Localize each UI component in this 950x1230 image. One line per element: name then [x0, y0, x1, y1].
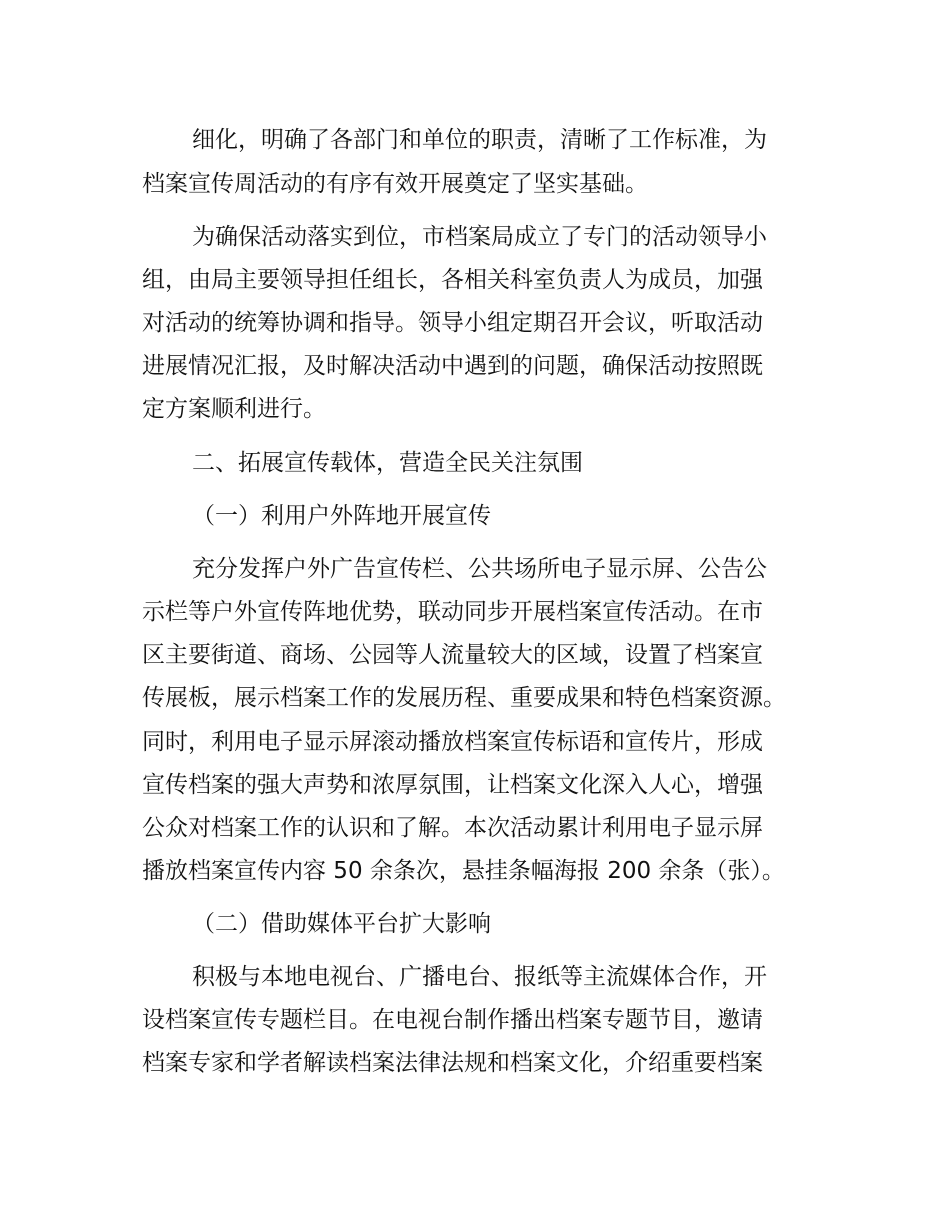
text-line: 区主要街道、商场、公园等人流量较大的区域，设置了档案宣 — [142, 642, 763, 668]
text-line: 公众对档案工作的认识和了解。本次活动累计利用电子显示屏 — [142, 815, 763, 841]
text-line: 档案专家和学者解读档案法律法规和档案文化，介绍重要档案 — [142, 1050, 763, 1076]
text-line: 进展情况汇报，及时解决活动中遇到的问题，确保活动按照既 — [142, 353, 763, 379]
subsection-heading: （一）利用户外阵地开展宣传 — [192, 503, 491, 529]
text-line: 设档案宣传专题栏目。在电视台制作播出档案专题节目，邀请 — [142, 1007, 763, 1033]
text-line: 传展板，展示档案工作的发展历程、重要成果和特色档案资源。 — [142, 685, 786, 711]
text-line: 细化，明确了各部门和单位的职责，清晰了工作标准，为 — [192, 127, 767, 153]
section-heading: 二、拓展宣传载体，营造全民关注氛围 — [192, 450, 583, 476]
text-line: 宣传档案的强大声势和浓厚氛围，让档案文化深入人心，增强 — [142, 772, 763, 798]
text-line: 对活动的统筹协调和指导。领导小组定期召开会议，听取活动 — [142, 310, 763, 336]
subsection-heading: （二）借助媒体平台扩大影响 — [192, 911, 491, 937]
text-line: 为确保活动落实到位，市档案局成立了专门的活动领导小 — [192, 224, 767, 250]
text-line: 积极与本地电视台、广播电台、报纸等主流媒体合作，开 — [192, 964, 767, 990]
text-line: 示栏等户外宣传阵地优势，联动同步开展档案宣传活动。在市 — [142, 599, 763, 625]
text-line: 组，由局主要领导担任组长，各相关科室负责人为成员，加强 — [142, 267, 763, 293]
text-line: 播放档案宣传内容 50 余条次，悬挂条幅海报 200 余条（张）。 — [142, 858, 785, 884]
text-line: 充分发挥户外广告宣传栏、公共场所电子显示屏、公告公 — [192, 556, 767, 582]
text-line: 同时，利用电子显示屏滚动播放档案宣传标语和宣传片，形成 — [142, 729, 763, 755]
text-line: 定方案顺利进行。 — [142, 396, 326, 422]
text-line: 档案宣传周活动的有序有效开展奠定了坚实基础。 — [142, 171, 648, 197]
